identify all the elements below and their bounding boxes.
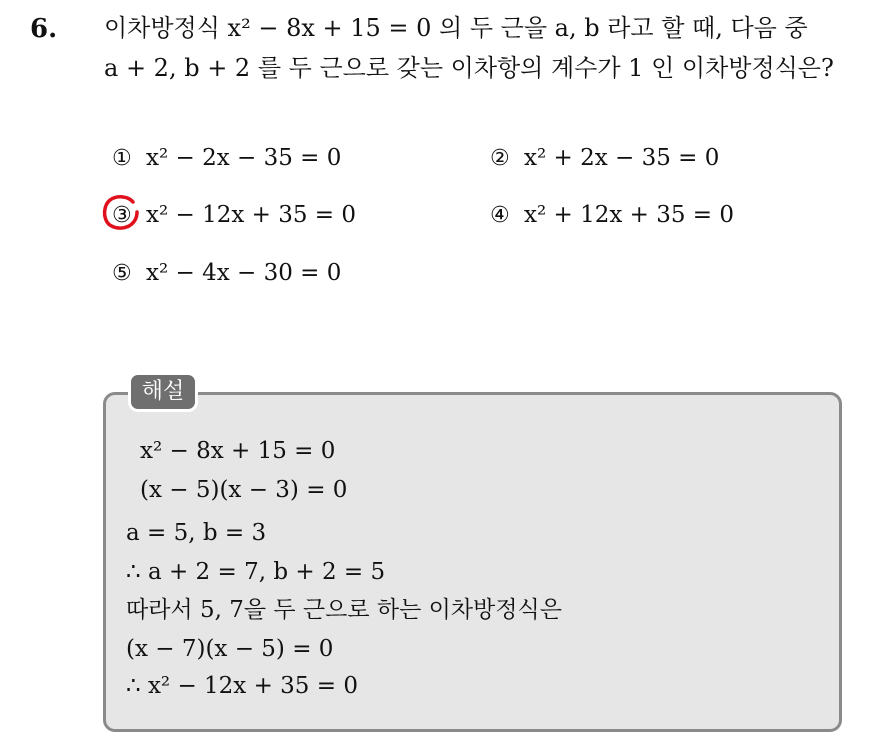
- solution-line: x² − 8x + 15 = 0: [140, 438, 336, 464]
- solution-line: (x − 7)(x − 5) = 0: [126, 636, 334, 662]
- choice-number: ①: [112, 146, 132, 171]
- solution-line: ∴ a + 2 = 7, b + 2 = 5: [126, 559, 386, 585]
- question-number: 6.: [30, 14, 58, 44]
- choice-number: ③: [112, 203, 132, 228]
- solution-line: a = 5, b = 3: [126, 520, 267, 546]
- choice-5[interactable]: [112, 258, 341, 289]
- choice-number: ②: [490, 146, 510, 171]
- choice-1[interactable]: [112, 143, 341, 174]
- choice-2[interactable]: [490, 143, 719, 174]
- choice-3[interactable]: [112, 200, 356, 231]
- question-text-line-2: a + 2, b + 2 를 두 근으로 갖는 이차항의 계수가 1 인 이차방정식은?: [104, 54, 834, 82]
- choice-equation: x² − 2x − 35 = 0: [146, 145, 342, 171]
- solution-tab-label: 해설: [128, 372, 198, 412]
- solution-line: 따라서 5, 7을 두 근으로 하는 이차방정식은: [126, 597, 562, 623]
- solution-line: (x − 5)(x − 3) = 0: [140, 477, 348, 503]
- choice-equation: x² − 12x + 35 = 0: [146, 202, 357, 228]
- choice-equation: x² − 4x − 30 = 0: [146, 260, 342, 286]
- choice-4[interactable]: [490, 200, 734, 231]
- choice-number: ⑤: [112, 261, 132, 286]
- choice-number: ④: [490, 203, 510, 228]
- question-text-line-1: 이차방정식 x² − 8x + 15 = 0 의 두 근을 a, b 라고 할 때, 다음 중: [104, 14, 808, 42]
- solution-line: ∴ x² − 12x + 35 = 0: [126, 673, 358, 699]
- choice-equation: x² + 12x + 35 = 0: [524, 202, 735, 228]
- choice-equation: x² + 2x − 35 = 0: [524, 145, 720, 171]
